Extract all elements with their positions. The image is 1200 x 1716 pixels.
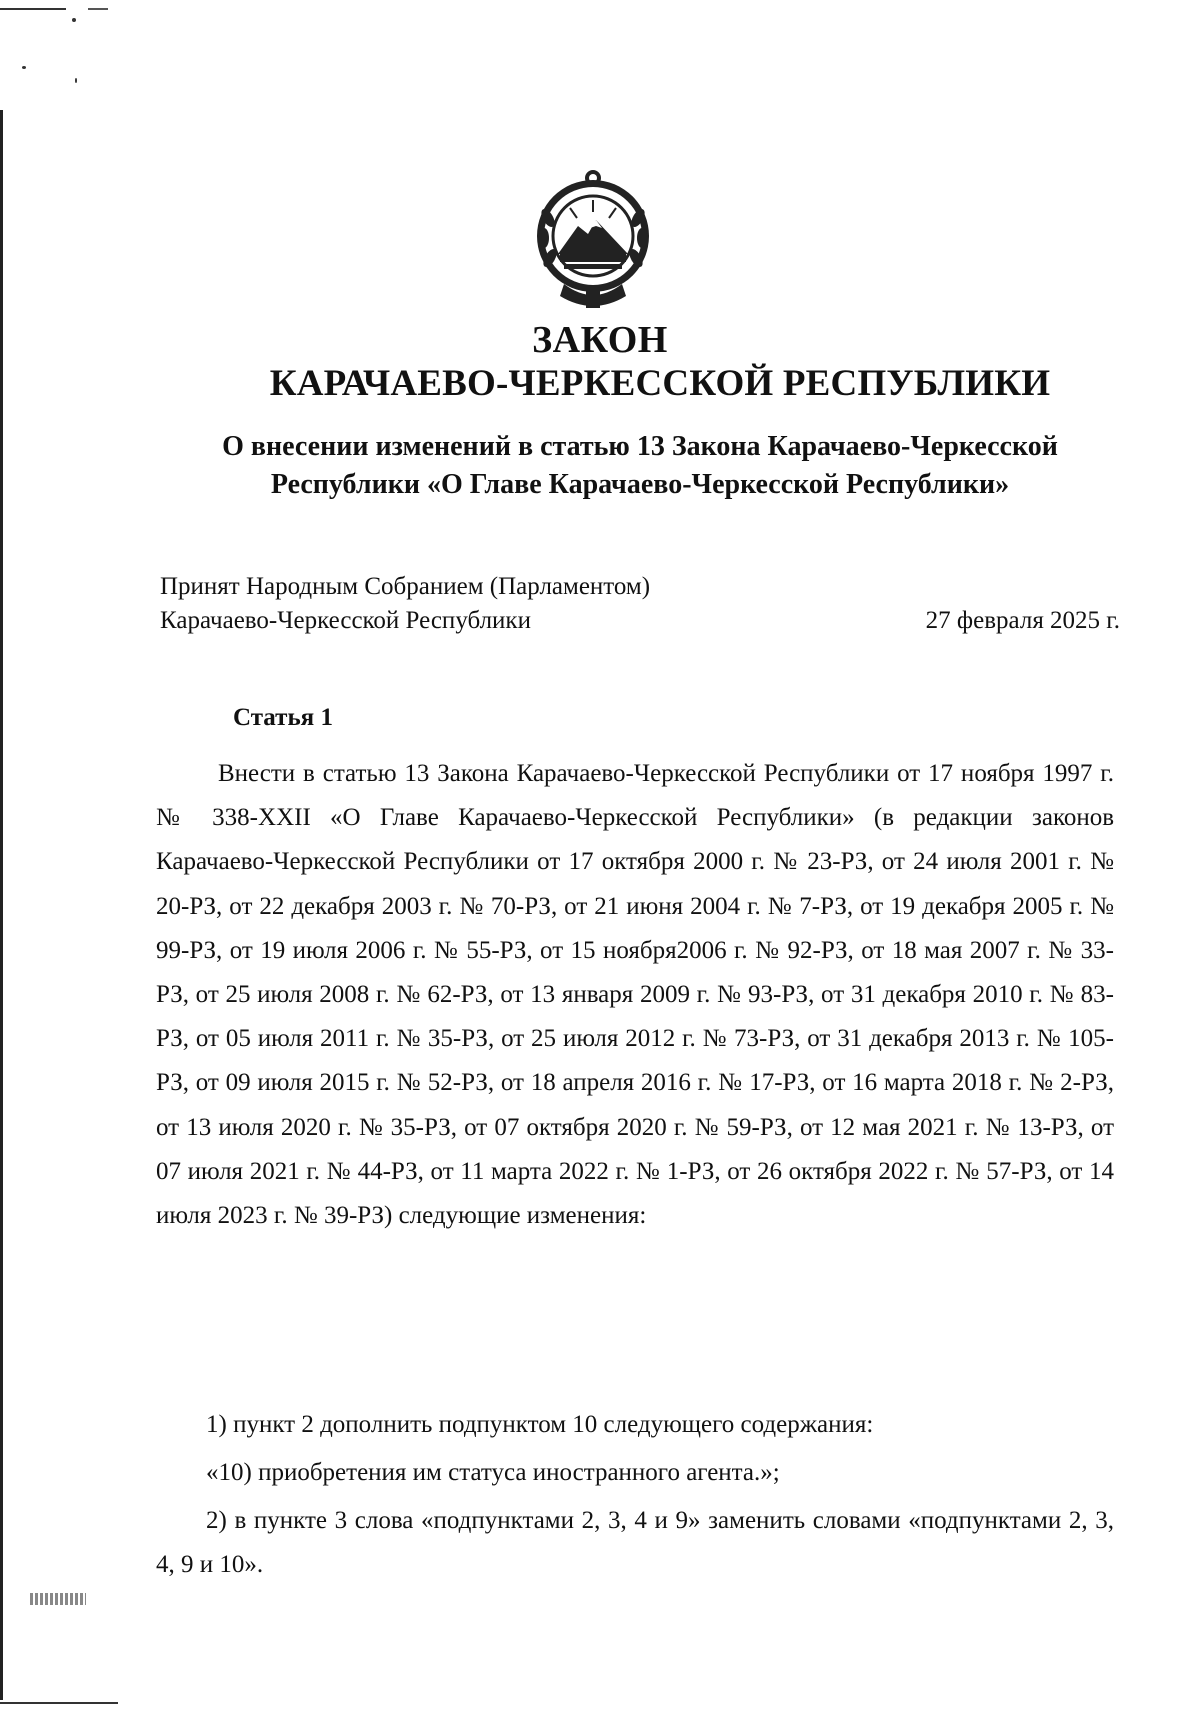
scan-speck [75, 78, 77, 83]
scan-smudge [30, 1593, 86, 1605]
article-intro [156, 752, 1114, 1238]
article-item-2 [156, 1499, 1114, 1587]
document-subtitle: КАРАЧАЕВО-ЧЕРКЕССКОЙ РЕСПУБЛИКИ [269, 363, 1051, 404]
article-item-2-text: 2) в пункте 3 слова «подпунктами 2, 3, 4 и 9» заменить словами «подпунктами 2, 3, 4, 9 и 10». [156, 1507, 1114, 1578]
adoption-date: 27 февраля 2025 г. [925, 607, 1120, 634]
article-item-1-quote [156, 1451, 1114, 1495]
article-item-1-text: 1) пункт 2 дополнить подпунктом 10 следующего содержания: [206, 1411, 874, 1438]
scan-edge-mark [0, 8, 66, 10]
scan-speck [72, 18, 76, 22]
scan-speck [22, 66, 26, 69]
adoption-body: Принят Народным Собранием (Парламентом) [160, 573, 651, 600]
scan-edge-mark [0, 1702, 118, 1704]
law-name: О внесении изменений в статью 13 Закона Карачаево-Черкесской Республики «О Главе Карачаево-Черкесской Республики» [222, 431, 1058, 500]
article-item-1-quote-text: «10) приобретения им статуса иностранного агента.»; [206, 1459, 780, 1486]
coat-of-arms-icon [530, 168, 656, 312]
adoption-republic: Карачаево-Черкесской Республики [160, 607, 531, 634]
document-title: ЗАКОН [532, 319, 668, 361]
scan-edge-mark [88, 8, 108, 10]
article-heading: Статья 1 [233, 704, 333, 731]
adoption-block [160, 570, 1120, 638]
article-intro-text: Внести в статью 13 Закона Карачаево-Черкесской Республики от 17 ноября 1997 г. № 338-XXII «О Главе Карачаево-Черкесской Республики» (в редакции законов Карачаево-Черкесской Республики от 17 октября 2000 г. № 23-РЗ, от 24 июля 2001 г. № 20-РЗ, от 22 декабря 2003 г. № 70-РЗ, от 21 июня 2004 г. № 7-РЗ, от 19 декабря 2005 г. № 99-РЗ, от 19 июля 2006 г. № 55-РЗ, от 15 ноября2006 г. № 92-РЗ, от 18 мая 2007 г. № 33-РЗ, от 25 июля 2008 г. № 62-РЗ, от 13 января 2009 г. № 93-РЗ, от 31 декабря 2010 г. № 83-РЗ, от 05 июля 2011 г. № 35-РЗ, от 25 июля 2012 г. № 73-РЗ, от 31 декабря 2013 г. № 105-РЗ, от 09 июля 2015 г. № 52-РЗ, от 18 апреля 2016 г. № 17-РЗ, от 16 марта 2018 г. № 2-РЗ, от 13 июля 2020 г. № 35-РЗ, от 07 октября 2020 г. № 59-РЗ, от 12 мая 2021 г. № 13-РЗ, от 07 июля 2021 г. № 44-РЗ, от 11 марта 2022 г. № 1-РЗ, от 26 октября 2022 г. № 57-РЗ, от 14 июля 2023 г. № 39-РЗ) следующие изменения: [156, 760, 1114, 1230]
article-item-1 [156, 1403, 1114, 1447]
